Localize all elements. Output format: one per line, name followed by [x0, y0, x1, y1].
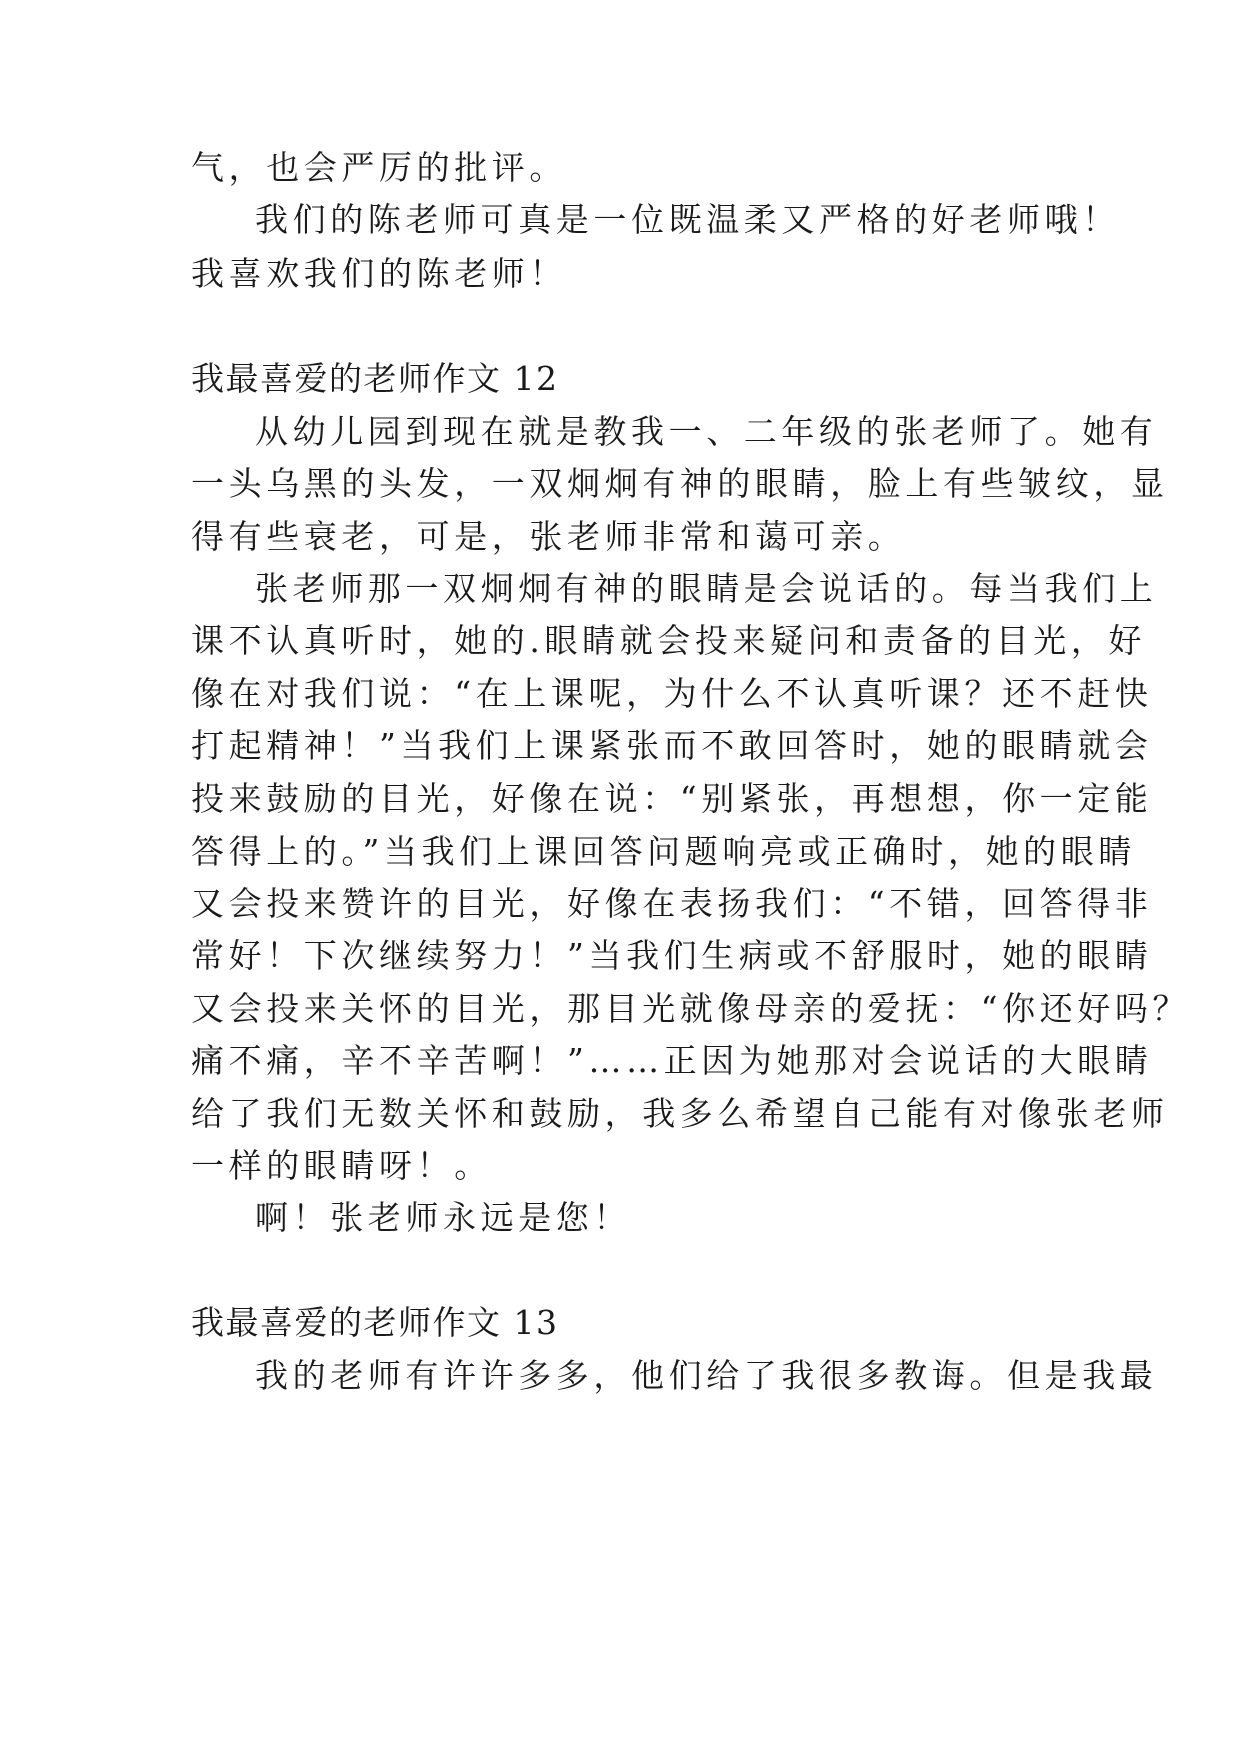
paragraph-line: 常好！下次继续努力！”当我们生病或不舒服时，她的眼睛 [191, 936, 1153, 975]
paragraph-line: 给了我们无数关怀和鼓励，我多么希望自己能有对像张老师 [191, 1094, 1169, 1133]
paragraph-line: 打起精神！”当我们上课紧张而不敢回答时，她的眼睛就会 [191, 726, 1153, 765]
paragraph-line: 啊！张老师永远是您！ [255, 1198, 631, 1237]
paragraph-line: 又会投来关怀的目光，那目光就像母亲的爱抚：“你还好吗？ [191, 989, 1191, 1028]
paragraph-line: 我喜欢我们的陈老师！ [191, 254, 567, 293]
paragraph-line: 像在对我们说：“在上课呢，为什么不认真听课？还不赶快 [191, 674, 1153, 713]
paragraph-line: 痛不痛，辛不辛苦啊！”……正因为她那对会说话的大眼睛 [191, 1041, 1153, 1080]
paragraph-line: 得有些衰老，可是，张老师非常和蔼可亲。 [191, 517, 906, 556]
paragraph-line: 课不认真听时，她的.眼睛就会投来疑问和责备的目光，好 [191, 621, 1147, 660]
paragraph-line: 气，也会严厉的批评。 [191, 148, 567, 187]
paragraph-line: 答得上的。”当我们上课回答问题响亮或正确时，她的眼睛 [191, 832, 1136, 871]
paragraph-line: 从幼儿园到现在就是教我一、二年级的张老师了。她有 [255, 412, 1158, 451]
paragraph-line: 一样的眼睛呀！。 [191, 1146, 492, 1185]
paragraph-line: 张老师那一双炯炯有神的眼睛是会说话的。每当我们上 [255, 569, 1158, 608]
paragraph-line: 投来鼓励的目光，好像在说：“别紧张，再想想，你一定能 [191, 779, 1153, 818]
essay-heading: 我最喜爱的老师作文 12 [191, 359, 559, 398]
paragraph-line: 我们的陈老师可真是一位既温柔又严格的好老师哦！ [255, 200, 1120, 239]
paragraph-line: 我的老师有许许多多，他们给了我很多教诲。但是我最 [255, 1356, 1158, 1395]
paragraph-line: 一头乌黑的头发，一双炯炯有神的眼睛，脸上有些皱纹，显 [191, 464, 1169, 503]
essay-heading: 我最喜爱的老师作文 13 [191, 1303, 559, 1342]
paragraph-line: 又会投来赞许的目光，好像在表扬我们：“不错，回答得非 [191, 884, 1153, 923]
